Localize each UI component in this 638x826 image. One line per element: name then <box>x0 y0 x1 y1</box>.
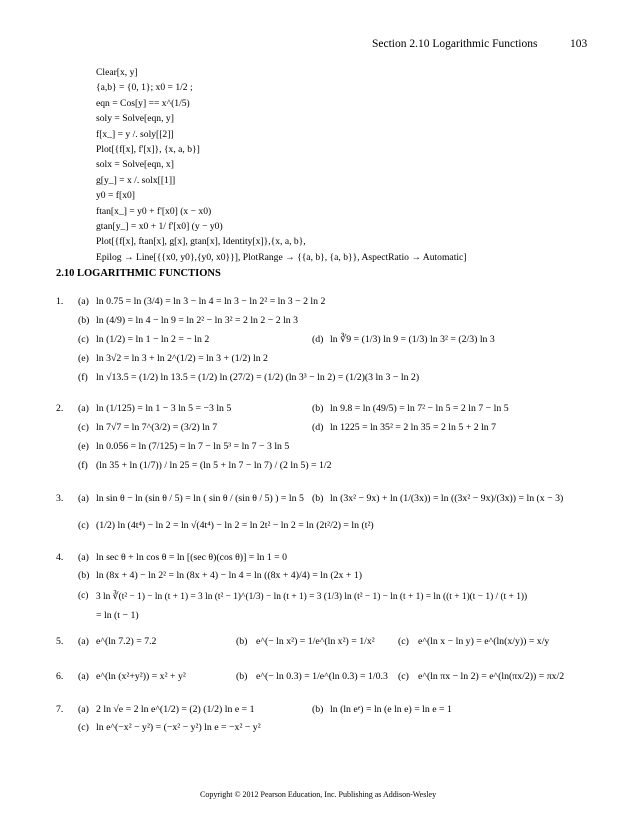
equation: e^(− ln x²) = 1/e^(ln x²) = 1/x² <box>256 636 375 647</box>
part-label: (b) <box>78 315 90 326</box>
equation: e^(ln πx − ln 2) = e^(ln(πx/2)) = πx/2 <box>418 671 565 682</box>
problem-number: 6. <box>56 671 64 682</box>
equation: e^(ln x − ln y) = e^(ln(x/y)) = x/y <box>418 636 550 647</box>
copyright-footer: Copyright © 2012 Pearson Education, Inc. Publishing as Addison-Wesley <box>200 790 437 799</box>
part-label: (d) <box>312 334 324 345</box>
part-label: (b) <box>312 704 324 715</box>
section-title: 2.10 LOGARITHMIC FUNCTIONS <box>56 268 221 279</box>
code-line: ftan[x_] = y0 + f'[x0] (x − x0) <box>96 205 212 217</box>
code-line: f[x_] = y /. soly[[2]] <box>96 128 174 140</box>
part-label: (b) <box>236 671 248 682</box>
part-label: (a) <box>78 403 89 414</box>
equation: e^(ln 7.2) = 7.2 <box>96 636 157 647</box>
problem-number: 4. <box>56 552 64 563</box>
part-label: (b) <box>236 636 248 647</box>
code-line: Plot[{f[x], f'[x]}, {x, a, b}] <box>96 144 200 156</box>
part-label: (c) <box>78 722 89 733</box>
equation: e^(− ln 0.3) = 1/e^(ln 0.3) = 1/0.3 <box>256 671 388 682</box>
equation: ln 3√2 = ln 3 + ln 2^(1/2) = ln 3 + (1/2) ln 2 <box>96 353 268 364</box>
part-label: (a) <box>78 552 89 563</box>
equation: ln sec θ + ln cos θ = ln [(sec θ)(cos θ)] = ln 1 = 0 <box>96 552 288 563</box>
equation: ln 7√7 = ln 7^(3/2) = (3/2) ln 7 <box>96 422 218 433</box>
problem-number: 1. <box>56 296 64 307</box>
equation: ln (1/125) = ln 1 − 3 ln 5 = −3 ln 5 <box>96 403 232 414</box>
code-line: eqn = Cos[y] == x^(1/5) <box>96 97 190 109</box>
code-line: Epilog → Line[{{x0, y0},{y0, x0}}], PlotRange → {{a, b}, {a, b}}, AspectRatio → Automatic] <box>96 251 467 263</box>
part-label: (a) <box>78 704 89 715</box>
part-label: (c) <box>78 334 89 345</box>
equation: 2 ln √e = 2 ln e^(1/2) = (2) (1/2) ln e = 1 <box>96 704 255 715</box>
equation: ln 0.75 = ln (3/4) = ln 3 − ln 4 = ln 3 − ln 2² = ln 3 − 2 ln 2 <box>96 296 326 307</box>
equation: ln 0.056 = ln (7/125) = ln 7 − ln 5³ = ln 7 − 3 ln 5 <box>96 441 290 452</box>
part-label: (a) <box>78 636 89 647</box>
equation: ln 1225 = ln 35² = 2 ln 35 = 2 ln 5 + 2 ln 7 <box>330 422 497 433</box>
code-block <box>96 65 466 265</box>
running-title: Section 2.10 Logarithmic Functions <box>372 38 538 50</box>
equation: = ln (t − 1) <box>96 610 139 621</box>
equation: ln ∛9 = (1/3) ln 9 = (1/3) ln 3² = (2/3) ln 3 <box>330 334 495 345</box>
equation: ln (ln eᵉ) = ln (e ln e) = ln e = 1 <box>330 704 452 715</box>
code-line: {a,b} = {0, 1}; x0 = 1/2 ; <box>96 82 193 94</box>
part-label: (a) <box>78 296 89 307</box>
part-label: (c) <box>398 671 409 682</box>
part-label: (c) <box>78 520 89 531</box>
equation: ln 9.8 = ln (49/5) = ln 7² − ln 5 = 2 ln 7 − ln 5 <box>330 403 509 414</box>
part-label: (a) <box>78 493 89 504</box>
part-label: (e) <box>78 353 89 364</box>
part-label: (e) <box>78 441 89 452</box>
code-line: gtan[y_] = x0 + 1/ f'[x0] (y − y0) <box>96 221 223 233</box>
equation: ln (1/2) = ln 1 − ln 2 = − ln 2 <box>96 334 210 345</box>
part-label: (b) <box>78 570 90 581</box>
equation: ln (8x + 4) − ln 2² = ln (8x + 4) − ln 4 = ln ((8x + 4)/4) = ln (2x + 1) <box>96 570 362 581</box>
equation: 3 ln ∛(t² − 1) − ln (t + 1) = 3 ln (t² − 1)^(1/3) − ln (t + 1) = 3 (1/3) ln (t² − 1) − ln (t + 1) = ln ((t + 1)(t − 1) / (t + 1)) <box>96 592 528 602</box>
part-label: (d) <box>312 422 324 433</box>
equation: ln (3x² − 9x) + ln (1/(3x)) = ln ((3x² − 9x)/(3x)) = ln (x − 3) <box>330 493 564 504</box>
code-line: Clear[x, y] <box>96 67 138 78</box>
part-label: (b) <box>312 493 324 504</box>
equation: (ln 35 + ln (1/7)) / ln 25 = (ln 5 + ln 7 − ln 7) / (2 ln 5) = 1/2 <box>96 460 332 471</box>
equation: ln (4/9) = ln 4 − ln 9 = ln 2² − ln 3² = 2 ln 2 − 2 ln 3 <box>96 315 299 326</box>
equation: ln √13.5 = (1/2) ln 13.5 = (1/2) ln (27/2) = (1/2) (ln 3³ − ln 2) = (1/2)(3 ln 3 − ln 2) <box>96 372 420 383</box>
part-label: (f) <box>78 372 88 383</box>
code-line: Plot[{f[x], ftan[x], g[x], gtan[x], Identity[x]},{x, a, b}, <box>96 236 306 248</box>
part-label: (c) <box>398 636 409 647</box>
part-label: (f) <box>78 460 88 471</box>
code-line: y0 = f[x0] <box>96 190 135 202</box>
equation: ln e^(−x² − y²) = (−x² − y²) ln e = −x² − y² <box>96 722 261 733</box>
part-label: (c) <box>78 422 89 433</box>
page-number: 103 <box>570 38 588 50</box>
equation: ln sin θ − ln (sin θ / 5) = ln ( sin θ / (sin θ / 5) ) = ln 5 <box>96 493 304 504</box>
part-label: (b) <box>312 403 324 414</box>
problem-number: 3. <box>56 493 64 504</box>
problem-number: 2. <box>56 403 64 414</box>
equation: (1/2) ln (4t⁴) − ln 2 = ln √(4t⁴) − ln 2 = ln 2t² − ln 2 = ln (2t²/2) = ln (t²) <box>96 520 374 531</box>
part-label: (a) <box>78 671 89 682</box>
problem-number: 7. <box>56 704 64 715</box>
code-line: g[y_] = x /. solx[[1]] <box>96 174 176 186</box>
problem-number: 5. <box>56 636 64 647</box>
code-line: solx = Solve[eqn, x] <box>96 159 174 171</box>
part-label: (c) <box>78 591 89 601</box>
equation: e^(ln (x²+y²)) = x² + y² <box>96 671 186 682</box>
code-line: soly = Solve[eqn, y] <box>96 113 174 125</box>
